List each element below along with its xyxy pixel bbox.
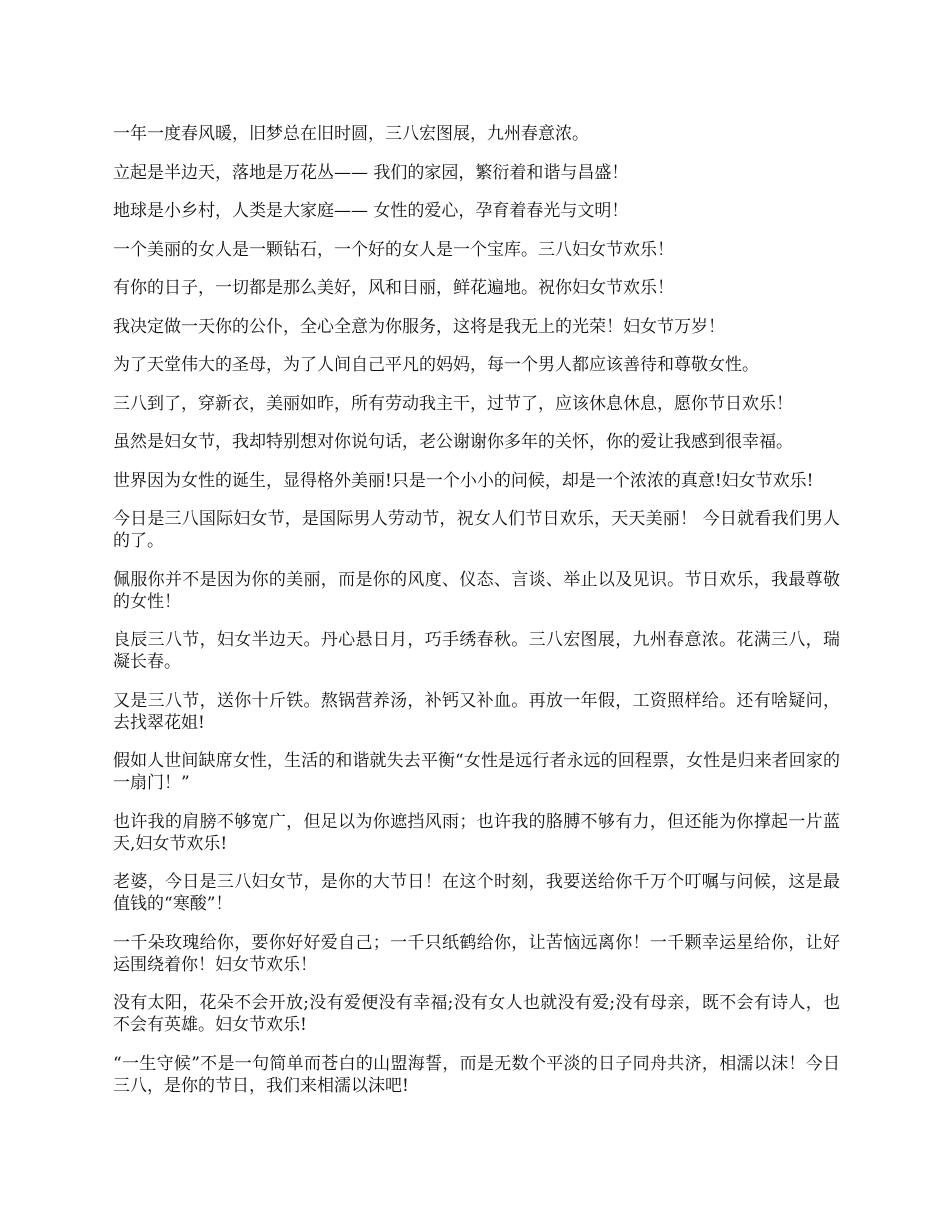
paragraph: 老婆，今日是三八妇女节，是你的大节日！在这个时刻，我要送给你千万个叮嘱与问候，这是最值钱的“寒酸”！ [113, 872, 840, 914]
paragraph: 有你的日子，一切都是那么美好，风和日丽，鲜花遍地。祝你妇女节欢乐！ [113, 278, 674, 298]
paragraph: 我决定做一天你的公仆，全心全意为你服务，这将是我无上的光荣！妇女节万岁！ [113, 316, 725, 337]
paragraph: 为了天堂伟大的圣母，为了人间自己平凡的妈妈，每一个男人都应该善待和尊敬女性。 [113, 355, 759, 375]
paragraph: 今日是三八国际妇女节，是国际男人劳动节，祝女人们节日欢乐，天天美丽！ 今日就看我们男人的了。 [113, 509, 840, 551]
paragraph: 假如人世间缺席女性，生活的和谐就失去平衡“女性是远行者永远的回程票，女性是归来者回家的一扇门！” [113, 751, 840, 793]
paragraph: “一生守候”不是一句简单而苍白的山盟海誓，而是无数个平淡的日子同舟共济，相濡以沫！今日三八，是你的节日，我们来相濡以沫吧! [113, 1053, 840, 1096]
paragraph: 一个美丽的女人是一颗钻石，一个好的女人是一个宝库。三八妇女节欢乐！ [113, 239, 674, 260]
paragraph: 虽然是妇女节，我却特别想对你说句话，老公谢谢你多年的关怀，你的爱让我感到很幸福。 [113, 432, 793, 452]
paragraph: 又是三八节，送你十斤铁。熬锅营养汤，补钙又补血。再放一年假，工资照样给。还有啥疑问，去找翠花姐! [113, 690, 840, 733]
paragraph: 世界因为女性的诞生，显得格外美丽!只是一个小小的问候，却是一个浓浓的真意!妇女节欢乐! [113, 470, 814, 491]
paragraph: 也许我的肩膀不够宽广，但足以为你遮挡风雨；也许我的胳膊不够有力，但还能为你撑起一片蓝天,妇女节欢乐! [113, 811, 840, 854]
paragraph: 地球是小乡村，人类是大家庭—— 女性的爱心，孕育着春光与文明！ [113, 201, 629, 221]
paragraph: 三八到了，穿新衣，美丽如昨，所有劳动我主干，过节了，应该休息休息，愿你节日欢乐！ [113, 393, 793, 414]
paragraph: 一年一度春风暖，旧梦总在旧时圆，三八宏图展，九州春意浓。 [113, 124, 589, 144]
paragraph: 佩服你并不是因为你的美丽，而是你的风度、仪态、言谈、举止以及见识。节日欢乐，我最尊敬的女性！ [113, 569, 840, 612]
paragraph: 一千朵玫瑰给你，要你好好爱自己；一千只纸鹤给你，让苦恼远离你！一千颗幸运星给你，让好运围绕着你！妇女节欢乐！ [113, 932, 840, 975]
paragraph: 良辰三八节，妇女半边天。丹心悬日月，巧手绣春秋。三八宏图展，九州春意浓。花满三八，瑞凝长春。 [113, 630, 840, 672]
paragraph: 没有太阳，花朵不会开放;没有爱便没有幸福;没有女人也就没有爱;没有母亲，既不会有诗人，也不会有英雄。妇女节欢乐! [113, 993, 840, 1035]
paragraph: 立起是半边天，落地是万花丛—— 我们的家园，繁衍着和谐与昌盛！ [113, 162, 629, 183]
